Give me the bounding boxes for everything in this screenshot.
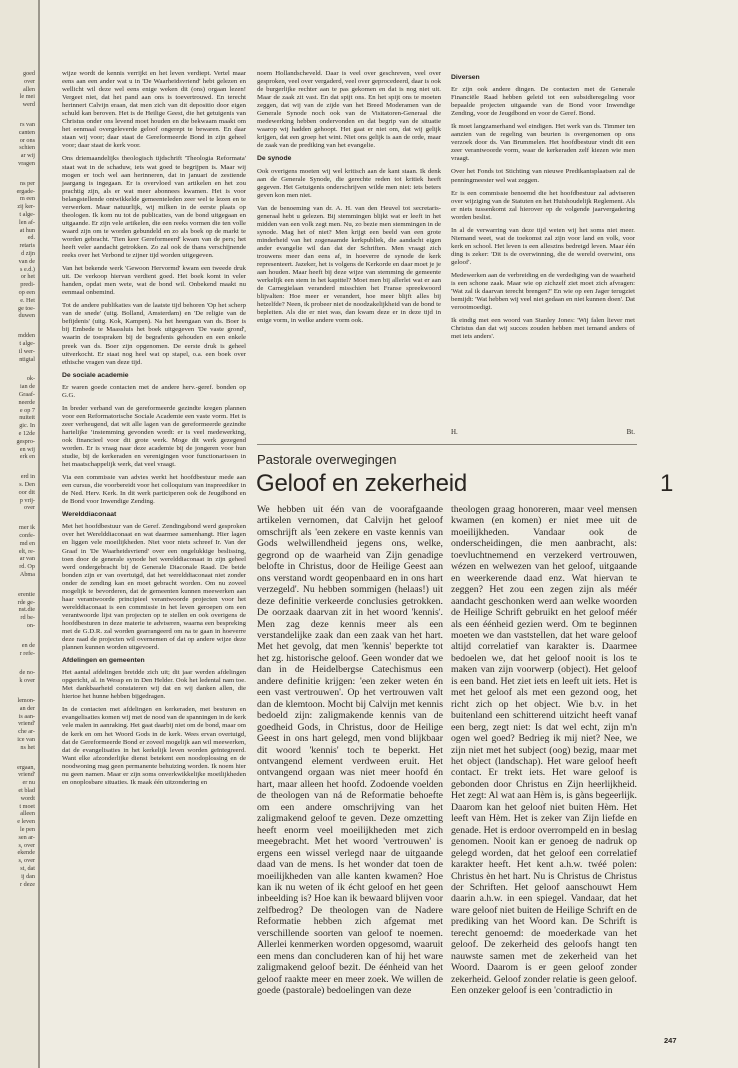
column-1: [62, 70, 246, 786]
previous-page-edge: [0, 0, 40, 1068]
prev-page-fragment: t moet: [19, 802, 35, 810]
prev-page-fragment: alleen: [20, 810, 35, 818]
prev-page-fragment: le mei: [19, 93, 35, 101]
paragraph: Er is een commissie benoemd die het hoofdbestuur zal adviseren over wijziging van de Statuten en het Huishoudelijk Reglement. Als er niets tussenkomt zal hierover op de volgende jaarvergadering worden beslist.: [451, 189, 635, 221]
prev-page-fragment: ok-: [26, 375, 35, 383]
section-heading-diversen: Diversen: [451, 74, 480, 81]
prev-page-fragment: confe-: [19, 532, 35, 539]
paragraph: Ik moet langzamerhand wel eindigen. Het werk van ds. Timmer ten aanzien van de regeling van beurten is overgenomen op ons verzoek door ds. Van Brummelen. Het hoofdbestuur vindt dit een zeer verantwoorde vorm, waar de kerkeraden zelf kiezen wie men vraagt.: [451, 123, 635, 163]
paragraph: Ons driemaandelijks theologisch tijdschrift 'Theologia Reformata' staat wat in de schaduw, iets wat goed te begrijpen is. Maar wij mogen er toch wel aan herinneren, dat in januari de zestiende jaargang is ingegaan. Er is overvloed van artikelen en het zou prachtig zijn, als er wat meer abonnees kwamen. Het is voor belangstellende ontwikkelde gemeenteleden zeer wel te lezen en te verwerken. Maar natuurlijk, wij milken in de eerste plaats op theologen. Ik kom nu tot de publicaties, van de bond uitgegaan en uitgaande. Er zijn vele artikelen, die een reeks vormen die ten volle waard zijn om te worden gebundeld en zo als boek op de markt te worden gebracht. 'Tien keer Gereformeerd' kwam van de pers; het heeft veler aandacht getrokken. Zo zal ook de thans verschijnende reeks over het Verbond te zijner tijd worden uitgegeven.: [62, 155, 246, 260]
paragraph: In al de verwarring van deze tijd weten wij het soms niet meer. Niemand weet, wat de toekomst zal zijn voor land en volk, voor kerk en school. Het leven is een alleszins bedreigd leven. Maar één ding is zeker: 'Dit is de overwinning, die de wereld overwint, ons geloof'.: [451, 226, 635, 266]
signature-right: Bt.: [626, 428, 635, 436]
prev-page-fragment: erd in: [20, 473, 35, 481]
section-heading-afdelingen: Afdelingen en gemeenten: [62, 657, 145, 665]
prev-page-fragment: allen: [22, 85, 35, 93]
article-kicker: Pastorale overwegingen: [257, 452, 397, 467]
paragraph: Medewerken aan de verbreiding en de verdediging van de waarheid is een schone zaak. Maar wie op zichzelf ziet moet zich afvragen: 'Wat zal ik daarvan terecht brengen?' En wie op een Jager terugziet bemijdt: 'Wat hebben wij veel niet gedaan en niet kunnen doen'. Dat verootmoedigt.: [451, 271, 635, 312]
prev-page-fragment: an der: [19, 704, 35, 712]
prev-page-fragment: schien: [19, 144, 35, 152]
prev-page-fragment: zij ker-: [17, 203, 35, 211]
prev-page-fragment: en wij: [19, 445, 35, 453]
prev-page-fragment: duwen: [18, 312, 35, 320]
paragraph: noem Hollandscheveld. Daar is veel over geschreven, veel over gesproken, veel over vergaderd, veel over geprocedeerd, daar is ook de burgerlijke rechter aan te pas gekomen en dat is nog niet uit. Maar de zaak zit vast. En dat spijt ons. En het spijt ons te moeten zeggen, dat wij van de zijde van het Breed Moderamen van de Generale Synode noch ook van de Visitatoren-Generaal die medewerking hebben ondervonden en dat begrip van de situatie waarop wij hadden gehoopt. Het gaat er niet om, dat wij gelijk krijgen, dat een groep het wint. Niet ons gelijk is aan de orde, maar de zaak van de prediking van het evangelie.: [257, 70, 441, 150]
prev-page-fragment: van de: [18, 257, 35, 265]
prev-page-fragment: vragen: [18, 160, 35, 167]
paragraph: In breder verband van de gereformeerde gezindte kregen plannen voor een Reformatorische Sociale Academie een vaste vorm. Het is zeer verheugend, dat wit alle lagen van de gereformeerde gezindte hartelijke ’instemming gevonden wordt: er is veel medewerking, ook financieel voor dit grote werk. Moge dit werk gezegend worden. Er is vraag naar deze academie bij de jongeren voor hun studie, bij de kerkeraden en verenigingen voor functionarissen in het maatschappelijk werk, dat veel vraagt.: [62, 404, 246, 469]
prev-page-fragment: at hun: [19, 226, 35, 234]
prev-page-fragment: e. Het: [20, 296, 35, 304]
article-title: Geloof en zekerheid: [256, 470, 468, 497]
prev-page-fragment: nst.die: [18, 606, 35, 614]
prev-page-fragment: ergaan,: [17, 763, 35, 771]
paragraph: Het aantal afdelingen breidde zich uit; dit jaar werden afdelingen opgericht, al. in Wessp en in Den Helder. Ook het ledental nam toe. Met dankbaarheid constateren wij dat en wij danken allen, die hiertoe het hunne hebben bijgedragen.: [62, 669, 246, 701]
prev-page-fragment: is aan-: [18, 712, 35, 720]
prev-page-fragment: ar van: [19, 555, 35, 563]
prev-page-fragment: le pen: [20, 826, 35, 833]
prev-page-fragment: p vrij-: [19, 496, 35, 504]
prev-page-fragment: mer ik: [19, 524, 35, 532]
prev-page-fragment: m een: [20, 195, 35, 203]
paragraph: Van de benoeming van dr. A. H. van den Heuvel tot secretaris-generaal hebt u gelezen. Bij stemmingen blijkt wat er leeft in het midden van een volk zegt men. Nu, zo bezie men stemmingen in de synode. Mag het of niet? Men krijgt een beeld van een grote minderheid van het zogenaamde kerkpubliek, die aandacht eigen ander evangelie wil dan dat der Schriften. Men vraagt zich trouwens meer dan eens af, in hoeverre de synode de kerk representeert. Jazeker, het is volgens de Kerkorde en daar moet je je aan houden. Maar heeft bij deze wijze van stemming de gemeente werkelijk een stem in het kapittel? Moet men bij allerlei wat er aan de Carnegielaan veranderd misschien het Franse spreekwoord blijvalten: Hoe meer er verandert, hoe meer blijft alles bij hetzelfde? Neen, ik probeer niet de noodzakelijkheid van de bond te bepleiten. Als die er niet was, dan kwam deze er in deze tijd in enige vorm, in welke andere vorm ook.: [257, 204, 441, 325]
paragraph: Ook overigens moeten wij wel kritisch aan de kant staan. Ik denk aan de Generale Synode, die gerechte reden tot kritiek heeft gegeven. Het Getuigenis onderschrijven wilde men niet: iets beters geven kon men niet.: [257, 167, 441, 199]
article-column-right: [451, 504, 637, 1032]
prev-page-fragment: elt, re-: [18, 547, 35, 555]
column-3: [451, 70, 635, 428]
paragraph: Er waren goede contacten met de andere herv.-geref. bonden op G.G.: [62, 383, 246, 399]
paragraph: Van het bekende werk 'Gewoon Hervormd' kwam een tweede druk uit. De verkoop hiervan verdient goed. Het boek komt in veler handen, opdat men wete, wat de bond wil. Onbekend maakt nu eenmaal onbemind.: [62, 265, 246, 297]
prev-page-fragment: vriend': [18, 720, 35, 728]
article-body: We hebben uit één van de voorafgaande artikelen vernomen, dat Calvijn het geloof omschrijft als 'een zekere en vaste kennis van Gods welwillendheid jegens ons, welke, gegrond op de waarheid van Zijn genadige belofte in Christus, door de Heilige Geest aan ons verstand wordt geopenbaard en in ons hart verzegeld'. Nu hebben sommigen (helaas!) uit deze definitie verkeerde conclusies getrokken. De oorzaak daarvan zit in het woord 'kennis'. Men zag deze kennis meer als een verstandelijke zaak dan een zaak van het hart. Met het gevolg, dat men 'kennis' beperkte tot het zg. historische geloof. Geen wonder dat we dan in de Heidelbergse Catechismus een andere definitie krijgen: 'een zeker weten én een vast vertrouwen'. Op het vertrouwen valt dan de klemtoon. Mocht bij Calvijn met kennis bedoeld zijn: zaligmakende kennis van de goedheid Gods, in Christus, door de Heilige Geest in ons hart gelegd, men vond blijkbaar dit woord 'kennis' toch te beperkt. Het ontvangend element verdween eruit. Het ontvangend orgaan was niet meer hoofd én hart, maar alleen het hoofd. Zodoende voelden de theologen van ná de Reformatie behoefte om een andere omschrijving van het zaligmakend geloof te geven. Deze omzetting heeft enorm veel moeilijkheden met zich meegebracht. Met het woord 'vertrouwen' is ergens een wissel verlegd naar de uitgaande daad van de mens. Is het wonder dat toen de moeilijkheden van alle kanten kwamen? Hoe kan ik nu weten of ik écht geloof en het geen inbeelding is? Hoe kan ik bewaard blijven voor zelfbedrog? De theologen van de Nadere Reformatie hebben zich afgemat met verschillende soorten van geloof te noemen. Allerlei kenmerken worden opgesomd, waaruit een mens dan concluderen kan of hij het ware zaligmakend geloof bezit. De éénheid van het geloof raakte meer en meer zoek. We willen de goede (pastorale) bedoelingen van deze: [257, 504, 443, 997]
paragraph: Tot de andere publikaties van de laatste tijd behoren 'Op het scherp van de snede' (uitg. Bolland, Amsterdam) en 'De religie van de befijdenis' (uitg. Kok, Kampen). Na het heengaan van ds. Boer is bij Embede te Maassluis het boek uitgegeven 'De vaste grond', waarin de toespraken bij de begrafenis gehouden en een enkele preek van ds. Boer zijn opgenomen. De eerste druk is geheel uitverkocht. Er staat nog heel wat op stapel, o.a. een boek over ethische vragen van deze tijd.: [62, 302, 246, 366]
prev-page-fragment: s, over: [18, 841, 35, 849]
prev-page-fragment: d zijn: [21, 250, 35, 257]
prev-page-fragment: s, over: [18, 857, 35, 865]
prev-page-fragment: lemon-: [17, 697, 35, 704]
prev-page-fragment: gic. In: [19, 422, 35, 430]
prev-page-fragment: r deze: [20, 880, 35, 888]
paragraph: wijze wordt de kennis verrijkt en het leven verdiept. Vertel maar eens aan een ander wat u in 'De Waarheidsvriend' hebt gelezen en wellicht wil deze wel eens enige weken dit (ons) orgaan lezen! Vergeet niet, dat het pand aan ons is toevertrouwd. En terecht herinnert Calvijn eraan, dat men zich van dit depositio door eigen schuld kan beroven. Het is de Heilige Geest, die het getuigenis van Christus onder ons levend moet houden en die bekwaam maakt om het eenmaal overgeleverde geloof ongerept te bewaren. En daar staan wij voor; daar staat de Gereformeerde Bond in zijn geheel voor; daar staat de kerk voor.: [62, 70, 246, 150]
prev-page-fragment: de no-: [19, 669, 35, 677]
page-number: 247: [664, 1036, 677, 1045]
article-column-left: [257, 504, 443, 1032]
prev-page-fragment: et blad: [18, 787, 35, 794]
prev-page-fragment: rd be-: [20, 614, 35, 622]
prev-page-fragment: on-: [26, 622, 35, 629]
prev-page-fragment: Graaf-: [18, 391, 35, 398]
paragraph: Met het hoofdbestuur van de Geref. Zendingsbond werd gesproken over het Werelddiaconaat en wat daarmee samenhangt. Hier lagen en liggen vele moeilijkheden. Niet voor niets schreef Ir. Van der Graaf in 'De Waarheidsvriend' over een ongelukkige beslissing, toen door de generale synode het werelddiaconaat in zijn geheel werd ondergebracht bij de Generale Diaconale Raad. De beide bonden zijn er van overtuigd, dat het werelddiaconaat niet zonder onder de zending kan en moet gebracht worden. Om nu zoveel mogelijk te bevorderen, dat de gemeenten kunnen meewerken aan haar verantwoorde principieel verantwoorde projecten voor het werelddiaconaat is een commissie in het leven geroepen om een verantwoorde lijst van projecten op te stellen en ook overigens de hoofdbesturen in deze materie te adviseren, waarna een bespreking met de G.D.R. zal worden gearrangeerd om na te gaan in hoeverre deze raad de projecten wil overnemen of dat op andere wijze deze plannen kunnen worden uitgevoerd.: [62, 523, 246, 652]
signature-row: [451, 428, 635, 440]
paragraph: In de contacten met afdelingen en kerkeraden, met besturen en evangelisaties komen wij met de nood van de spanningen in de kerk vele malen in aanraking. Het gaat daarbij niet om de bond, maar om de kerk en om het Woord Gods in de kerk. Wees ervan overtuigd, dat de Gereformeerde Bond er zoveel mogelijk aan wil meewerken, dat de evangelisaties in het kerkelijk leven worden geïntegreerd. Want elke afzonderlijke dienst betekent een noodoplossing en de noodwoning mag geen permanente behuizing worden. Ik noem hier nu geen namen. Maar er zijn soms onverkwikkelijke moeilijkheden en onoplosbare situaties. Ik maak één uitzondering en: [62, 706, 246, 786]
prev-page-fragment: e leven: [17, 818, 35, 826]
prev-page-fragment: wordt: [20, 794, 35, 802]
prev-page-fragment: ian de: [20, 383, 35, 391]
prev-page-fragment: rde ge-: [17, 598, 35, 606]
prev-page-fragment: s. Den: [19, 481, 35, 488]
prev-page-fragment: er nu: [22, 779, 35, 787]
column-2: [257, 70, 441, 426]
paragraph: Er zijn ook andere dingen. De contacten met de Generale Financiële Raad hebben geleid tot een subsidieregeling voor bepaalde projecten uitgaande van de Bond voor Inwendige Zending, voor de Jeugdbond en voor de Geref. Bond.: [451, 86, 635, 118]
prev-page-fragment: ij dan: [21, 872, 35, 880]
prev-page-fragment: or het: [20, 273, 35, 281]
prev-page-fragment: rd. Op: [19, 563, 35, 571]
prev-page-fragment: vriend': [18, 771, 35, 779]
prev-page-fragment: or ons: [19, 136, 35, 144]
prev-page-fragment: en de: [21, 641, 35, 649]
prev-page-fragment: erentie: [18, 590, 35, 598]
prev-page-fragment: len af-: [19, 218, 35, 226]
prev-page-fragment: rs van: [20, 121, 35, 128]
section-heading-synode: De synode: [257, 155, 292, 163]
prev-page-fragment: canten: [18, 128, 35, 136]
prev-page-fragment: nuiteit: [19, 414, 35, 422]
prev-page-fragment: md en: [19, 539, 35, 547]
article-divider: [257, 444, 637, 445]
prev-page-fragment: op een: [18, 289, 35, 296]
prev-page-fragment: over: [24, 504, 35, 512]
prev-page-fragment: il wer-: [18, 347, 35, 355]
prev-page-fragment: Abma: [19, 571, 35, 578]
prev-page-fragment: r refe-: [19, 649, 35, 657]
prev-page-fragment: ns het: [20, 743, 35, 751]
article-part-number: 1: [660, 470, 674, 497]
prev-page-fragment: ergade-: [16, 187, 35, 195]
prev-page-fragment: mdden: [18, 332, 35, 340]
prev-page-fragment: neerde: [18, 398, 35, 406]
prev-page-fragment: oor dit: [18, 488, 35, 496]
section-heading-werelddiaconaat: Werelddiaconaat: [62, 511, 117, 519]
prev-page-fragment: ar wij: [20, 152, 35, 160]
prev-page-fragment: s e.d.): [20, 265, 35, 273]
prev-page-fragment: werd: [22, 101, 35, 109]
prev-page-fragment: goed: [22, 70, 35, 77]
paragraph: Via een commissie van advies werkt het hoofdbestuur mede aan een cursus, die voorbereidt voor het colloquium van inspreediker in de Ned. Herv. Kerk. In dit werk participeren ook de Jeugdbond en de Bond voor Inwendige Zending.: [62, 474, 246, 506]
article-body: theologen graag honoreren, maar veel mensen kwamen (en komen) er niet mee uit de moeilijkheden. Vandaar ook de onderscheidingen, die men aanbracht, als: toevluchtnemend en verzekerd vertrouwen, wézen en welwezen van het geloof, uitgaande en weerkerende daad enz. Wat hiervan te zeggen? Het zou een zegen zijn als méér aandacht geschonken werd aan welke woorden de Heilige Schrift gebruikt en het geloof méér als een éénheid gezien werd. Om te beginnen moeten we dan vaststellen, dat het ware geloof altijd correlatief van karakter is. Daarmee bedoelen we, dat het geloof nooit is los te maken van zijn voorwerp (object). Het geloof is een band. Het ziet iets en leeft uit iets. Het is met het geloof als met een gezond oog, het richt zich op het object. Wie b.v. in het buitenland een schitterend uitzicht heeft vanaf een berg, zegt niet: Is dat wel echt, zijn m'n ogen wel goed? Bedrieg ik mij niet? Nee, we zijn niet met het subject (oog) bezig, maar met het object (landschap). Het ware geloof heeft contact. Er trekt iets. Het ware geloof is gebonden door Christus en Zijn heerlijkheid. Het zegt: Al wat aan Hèm is, is gàns begeerlijk. Daarom kan het geloof niet buiten Hèm. Het leeft van Hèm. Het is zeker van Zijn liefde en genade. Het is erdoor overrompeld en in beslag genomen. Nooit kan er genoeg de nadruk op gelegd worden, dat het geloof een correlatief karakter heeft. Het kent a.h.w. twéé polen: Christus èn het hart. Nu is Christus de Christus der Schriften. Het geloof aanschouwt Hem daarin a.h.w. in een spiegel. Vandaar, dat het ware geloof niet buiten de Heilige Schrift en de prediking van het Woord kan. De Schrift is terecht genoemd: de moederkade van het geloof. De zekerheid des geloofs hangt ten nauwste samen met de zekerheid van het Woord. Daarom is er geen geloof zonder zekerheid. Geloof zonder relatie is geen geloof. Een onzeker geloof is een 'contradictio in: [451, 504, 637, 997]
prev-page-fragment: over: [24, 77, 35, 85]
prev-page-fragment: gespro-: [16, 437, 35, 445]
prev-page-fragment: t alge-: [19, 340, 35, 347]
signature-left: H.: [451, 428, 458, 436]
prev-page-fragment: predi-: [20, 281, 35, 289]
prev-page-fragment: t alge-: [19, 211, 35, 218]
prev-page-fragment: erk en: [19, 453, 35, 461]
paragraph: Over het Fonds tot Stichting van nieuwe Predikantsplaatsen zal de penningmeester wel wat zeggen.: [451, 168, 635, 184]
prev-page-fragment: e 12de: [18, 430, 35, 437]
prev-page-fragment: k over: [19, 677, 35, 685]
magazine-page: [40, 0, 738, 1068]
prev-page-fragment: e op 7: [19, 406, 35, 414]
paragraph: Ik eindig met een woord van Stanley Jones: 'Wij falen liever met Christus dan dat wij succes zouden hebben met iemand anders of met iets anders'.: [451, 317, 635, 341]
section-heading-sociale-academie: De sociale academie: [62, 371, 129, 379]
prev-page-fragment: che ar-: [18, 728, 35, 736]
prev-page-fragment: ns per: [20, 179, 35, 187]
prev-page-fragment: ed.: [27, 234, 35, 242]
prev-page-fragment: sen ar-: [18, 833, 35, 841]
prev-page-fragment: ekende: [17, 849, 35, 857]
prev-page-fragment: ntigtal: [19, 355, 35, 363]
prev-page-fragment: st, dat: [20, 865, 35, 872]
prev-page-fragment: ice van: [17, 736, 35, 743]
prev-page-fragment: ge toe-: [17, 304, 35, 312]
prev-page-fragment: retaris: [19, 242, 35, 250]
